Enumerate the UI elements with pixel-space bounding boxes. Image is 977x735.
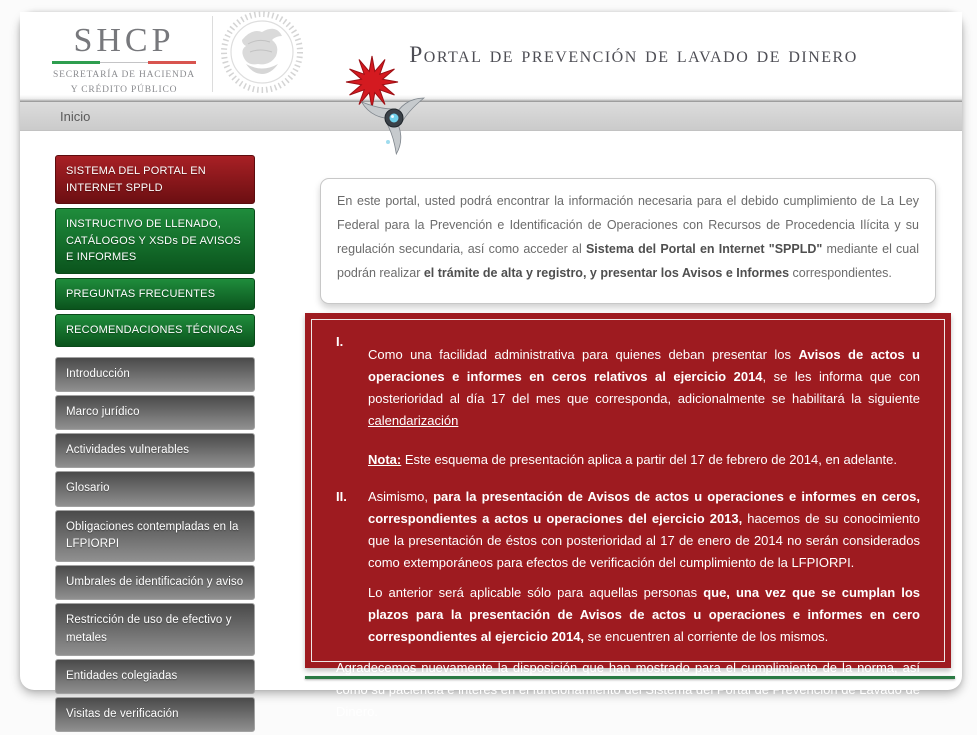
mexico-coat-of-arms-icon — [218, 10, 306, 96]
shcp-caption — [48, 68, 200, 97]
sidebar-item-actividades-vulnerables[interactable]: Actividades vulnerables — [55, 433, 255, 468]
sidebar-item-visitas-verificacion[interactable]: Visitas de verificación — [55, 697, 255, 732]
nota-paragraph: Nota: Este esquema de presentación aplica a partir del 17 de febrero de 2014, en adelante. — [368, 452, 898, 467]
header-separator — [212, 16, 213, 92]
sidebar-item-marco-juridico[interactable]: Marco jurídico — [55, 395, 255, 430]
section-divider — [305, 676, 955, 679]
sidebar-item-preguntas-frecuentes[interactable]: PREGUNTAS FRECUENTES — [55, 278, 255, 311]
notice-item-2-numeral: II. — [336, 489, 347, 504]
portal-card — [20, 12, 962, 720]
notice-inner-border — [311, 319, 945, 719]
notice-item-1-text: Como una facilidad administrativa para quienes deban presentar los Avisos de actos u operaciones e informes en ceros relativos al ejercicio 2014, se les informa que con posterioridad al día 17 del mes que corresponda, adicionalmente se habilitará la siguiente calendarización — [368, 347, 920, 428]
sidebar-item-introduccion[interactable]: Introducción — [55, 357, 255, 392]
notice-item-2-paragraph-2: Lo anterior será aplicable sólo para aquellas personas que, una vez que se cumplan los plazos para la presentación de Avisos de actos u operaciones e informes en cero correspondientes al ejercicio 2014, se encuentren al corriente de los mismos. — [368, 585, 920, 644]
sidebar-item-restriccion-efectivo[interactable]: Restricción de uso de efectivo y metales — [55, 603, 255, 656]
sidebar — [55, 155, 255, 735]
sidebar-item-instructivo-llenado[interactable]: INSTRUCTIVO DE LLENADO, CATÁLOGOS Y XSDs DE AVISOS E INFORMES — [55, 208, 255, 274]
calendarizacion-link[interactable]: calendarización — [368, 413, 459, 428]
navbar — [20, 102, 962, 131]
header-ribbon — [20, 95, 962, 102]
nav-item-inicio[interactable]: Inicio — [60, 109, 91, 124]
flag-red-segment — [148, 61, 196, 64]
shcp-caption-line2: Y CRÉDITO PÚBLICO — [70, 84, 178, 95]
starburst-icon — [346, 56, 398, 108]
notice-item-2 — [336, 486, 920, 648]
shuriken-ornament — [342, 56, 438, 162]
sidebar-item-recomendaciones-tecnicas[interactable]: RECOMENDACIONES TÉCNICAS — [55, 314, 255, 347]
notice-panel — [305, 313, 951, 719]
header — [20, 12, 962, 95]
flag-line-icon — [52, 61, 196, 64]
sidebar-item-sistema-sppld[interactable]: SISTEMA DEL PORTAL EN INTERNET SPPLD — [55, 155, 255, 204]
closing-paragraph: Agradecemos nuevamente la disposición que han mostrado para el cumplimiento de la norma, así como su paciencia e interés en el funcionamiento del Sistema del Portal de Prevención de Lavado de Dinero. — [336, 660, 920, 719]
sidebar-item-obligaciones-lfpiorpi[interactable]: Obligaciones contempladas en la LFPIORPI — [55, 510, 255, 563]
sidebar-item-glosario[interactable]: Glosario — [55, 471, 255, 506]
intro-panel — [320, 178, 936, 304]
sidebar-item-umbrales[interactable]: Umbrales de identificación y aviso — [55, 565, 255, 600]
notice-item-1-numeral: I. — [336, 334, 344, 349]
flag-green-segment — [52, 61, 100, 64]
intro-paragraph: En este portal, usted podrá encontrar la información necesaria para el debido cumplimiento de La Ley Federal para la Prevención e Identificación de Operaciones con Recursos de Procedencia Ilícita y su regulación secundaria, así como acceder al Sistema del Portal en Internet "SPPLD" mediante el cual podrán realizar el trámite de alta y registro, y presentar los Avisos e Informes correspondientes. — [337, 194, 919, 280]
notice-item-2-paragraph-1: Asimismo, para la presentación de Avisos de actos u operaciones e informes en ceros, correspondientes a actos u operaciones del ejercicio 2013, hacemos de su conocimiento que la presentación de éstos con posterioridad al 17 de enero de 2014 no serán considerados como extemporáneos para efectos de verificación del cumplimiento de la LFPIORPI. — [368, 489, 921, 570]
notice-item-2-text — [368, 486, 920, 648]
notice-item-1 — [336, 331, 920, 445]
page-title: Portal de prevención de lavado de dinero — [409, 42, 858, 68]
shcp-caption-line1: SECRETARÍA DE HACIENDA — [53, 70, 195, 80]
sidebar-item-entidades-colegiadas[interactable]: Entidades colegiadas — [55, 659, 255, 694]
shcp-logo — [48, 24, 200, 97]
nota-label: Nota: — [368, 452, 402, 467]
shcp-acronym: SHCP — [73, 22, 175, 59]
